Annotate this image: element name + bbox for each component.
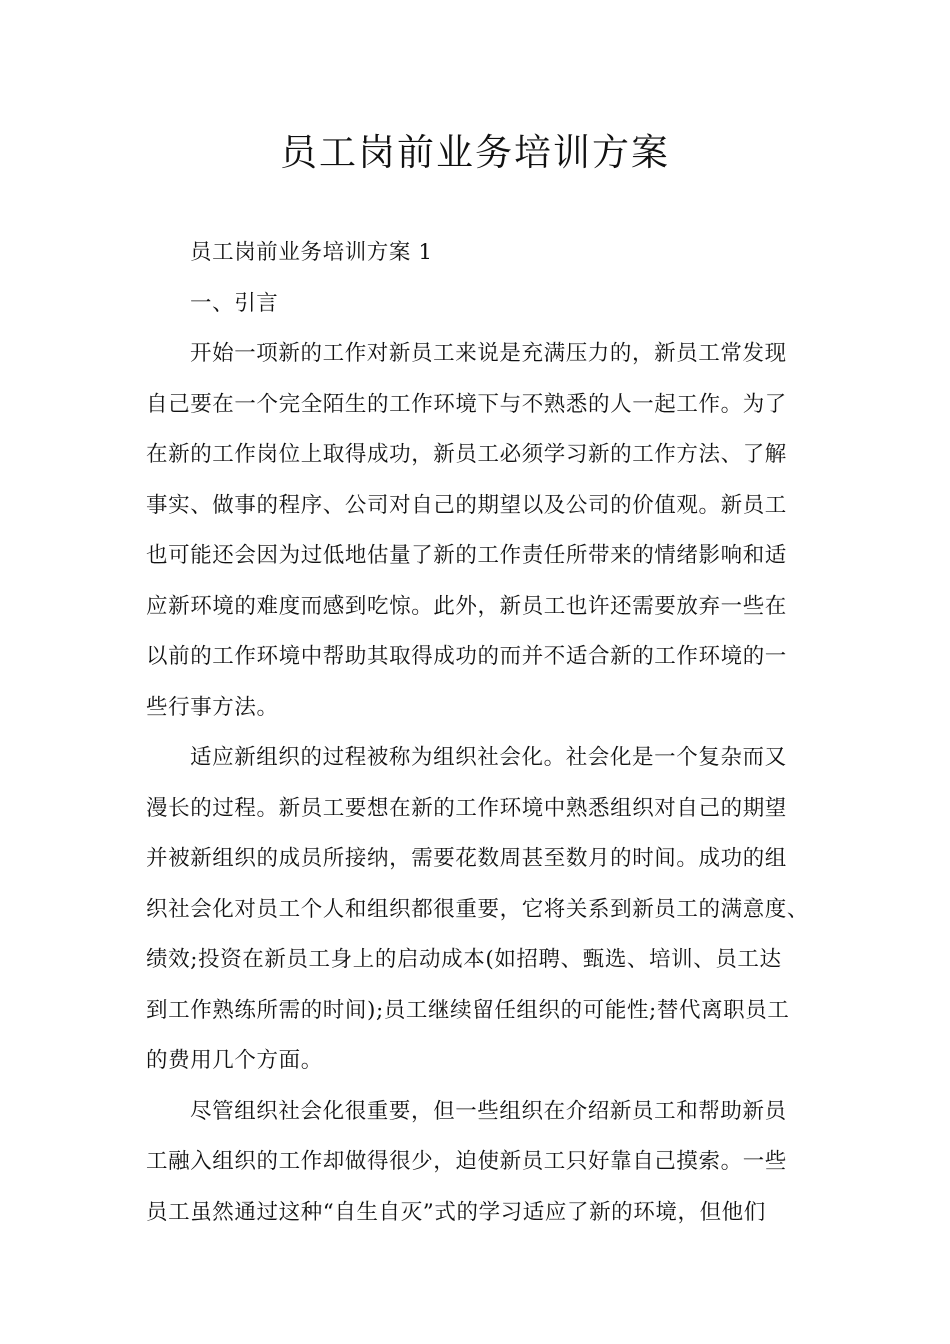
- paragraph-line: 以前的工作环境中帮助其取得成功的而并不适合新的工作环境的一: [146, 644, 787, 669]
- paragraph-line: 绩效;投资在新员工身上的启动成本(如招聘、甄选、培训、员工达: [146, 947, 782, 972]
- paragraph-line: 适应新组织的过程被称为组织社会化。社会化是一个复杂而又: [190, 745, 787, 770]
- paragraph-line: 漫长的过程。新员工要想在新的工作环境中熟悉组织对自己的期望: [146, 795, 787, 821]
- section-heading: 一、引言: [190, 290, 279, 316]
- paragraph: [146, 1087, 811, 1239]
- paragraph-line: 开始一项新的工作对新员工来说是充满压力的，新员工常发现: [190, 341, 787, 366]
- paragraph-line: 也可能还会因为过低地估量了新的工作责任所带来的情绪影响和适: [146, 543, 787, 568]
- paragraph: [146, 733, 811, 1087]
- document-body: [146, 228, 811, 1238]
- paragraph-line: 些行事方法。: [146, 694, 279, 720]
- paragraph-line: 尽管组织社会化很重要，但一些组织在介绍新员工和帮助新员: [190, 1098, 787, 1124]
- paragraph-line: 自己要在一个完全陌生的工作环境下与不熟悉的人一起工作。为了: [146, 391, 787, 417]
- paragraph: [146, 329, 811, 733]
- document-subtitle: 员工岗前业务培训方案 1: [190, 240, 433, 265]
- paragraph-line: 应新环境的难度而感到吃惊。此外，新员工也许还需要放弃一些在: [146, 593, 787, 619]
- paragraph-line: 员工虽然通过这种“自生自灭”式的学习适应了新的环境，但他们: [146, 1199, 766, 1225]
- paragraph-line: 工融入组织的工作却做得很少，迫使新员工只好靠自己摸索。一些: [146, 1149, 787, 1174]
- paragraph-line: 的费用几个方面。: [146, 1048, 323, 1073]
- document-title: 员工岗前业务培训方案: [280, 131, 670, 174]
- paragraph-line: 事实、做事的程序、公司对自己的期望以及公司的价值观。新员工: [146, 492, 787, 518]
- paragraph-line: 织社会化对员工个人和组织都很重要，它将关系到新员工的满意度、: [146, 896, 810, 922]
- paragraph-line: 并被新组织的成员所接纳，需要花数周甚至数月的时间。成功的组: [146, 846, 787, 871]
- paragraph-line: 到工作熟练所需的时间);员工继续留任组织的可能性;替代离职员工: [146, 997, 790, 1023]
- paragraph-line: 在新的工作岗位上取得成功，新员工必须学习新的工作方法、了解: [146, 442, 787, 467]
